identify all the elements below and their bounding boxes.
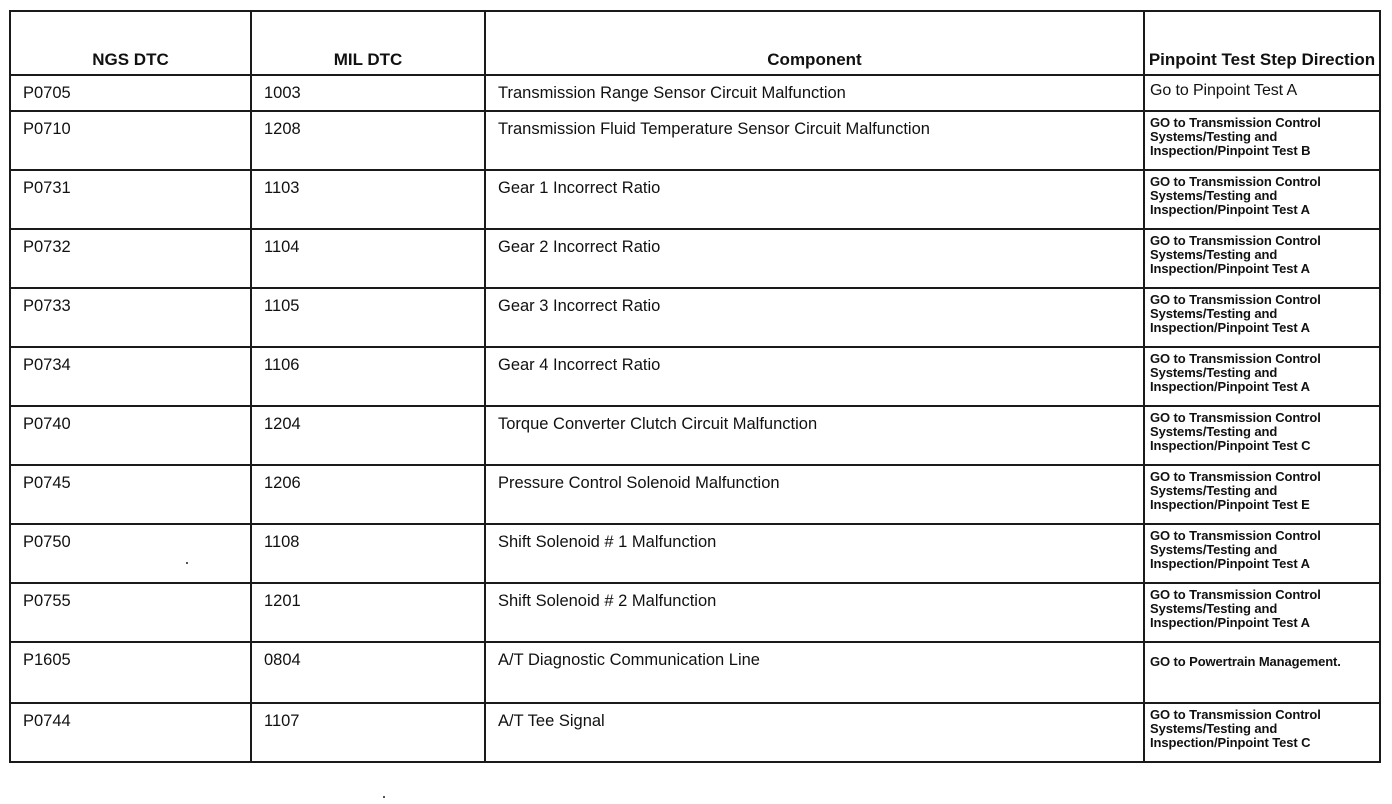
pinpoint-cell: GO to Transmission Control Systems/Testing and Inspection/Pinpoint Test C <box>1144 703 1380 762</box>
table-row <box>10 465 1380 524</box>
mil-dtc-cell: 1106 <box>251 347 485 406</box>
table-row <box>10 642 1380 703</box>
pinpoint-cell: GO to Transmission Control Systems/Testing and Inspection/Pinpoint Test B <box>1144 111 1380 170</box>
ngs-dtc-cell: P0705 <box>10 75 251 111</box>
table-header-row <box>10 11 1380 75</box>
component-cell: Gear 3 Incorrect Ratio <box>485 288 1144 347</box>
pinpoint-cell: GO to Transmission Control Systems/Testing and Inspection/Pinpoint Test A <box>1144 583 1380 642</box>
table-row <box>10 229 1380 288</box>
component-cell: A/T Tee Signal <box>485 703 1144 762</box>
table-row <box>10 703 1380 762</box>
scan-speck <box>383 796 385 798</box>
header-ngs-dtc: NGS DTC <box>10 11 251 75</box>
mil-dtc-cell: 1003 <box>251 75 485 111</box>
table-row <box>10 75 1380 111</box>
component-cell: Transmission Range Sensor Circuit Malfunction <box>485 75 1144 111</box>
ngs-dtc-cell: P0755 <box>10 583 251 642</box>
dtc-table <box>9 10 1381 763</box>
mil-dtc-cell: 1105 <box>251 288 485 347</box>
component-cell: Gear 4 Incorrect Ratio <box>485 347 1144 406</box>
table-row <box>10 524 1380 583</box>
pinpoint-cell: GO to Powertrain Management. <box>1144 642 1380 703</box>
pinpoint-cell: GO to Transmission Control Systems/Testing and Inspection/Pinpoint Test E <box>1144 465 1380 524</box>
pinpoint-cell: GO to Transmission Control Systems/Testing and Inspection/Pinpoint Test A <box>1144 524 1380 583</box>
component-cell: Shift Solenoid # 2 Malfunction <box>485 583 1144 642</box>
table-row <box>10 170 1380 229</box>
mil-dtc-cell: 1204 <box>251 406 485 465</box>
ngs-dtc-cell: P1605 <box>10 642 251 703</box>
pinpoint-cell: Go to Pinpoint Test A <box>1144 75 1380 111</box>
mil-dtc-cell: 1107 <box>251 703 485 762</box>
pinpoint-cell: GO to Transmission Control Systems/Testing and Inspection/Pinpoint Test A <box>1144 347 1380 406</box>
mil-dtc-cell: 1208 <box>251 111 485 170</box>
ngs-dtc-cell: P0733 <box>10 288 251 347</box>
mil-dtc-cell: 1201 <box>251 583 485 642</box>
component-cell: Shift Solenoid # 1 Malfunction <box>485 524 1144 583</box>
mil-dtc-cell: 1206 <box>251 465 485 524</box>
pinpoint-cell: GO to Transmission Control Systems/Testing and Inspection/Pinpoint Test A <box>1144 229 1380 288</box>
table-row <box>10 111 1380 170</box>
ngs-dtc-cell: P0710 <box>10 111 251 170</box>
component-cell: Gear 2 Incorrect Ratio <box>485 229 1144 288</box>
component-cell: Transmission Fluid Temperature Sensor Circuit Malfunction <box>485 111 1144 170</box>
mil-dtc-cell: 0804 <box>251 642 485 703</box>
component-cell: A/T Diagnostic Communication Line <box>485 642 1144 703</box>
mil-dtc-cell: 1108 <box>251 524 485 583</box>
ngs-dtc-cell: P0734 <box>10 347 251 406</box>
table-row <box>10 406 1380 465</box>
mil-dtc-cell: 1103 <box>251 170 485 229</box>
ngs-dtc-cell: P0740 <box>10 406 251 465</box>
component-cell: Pressure Control Solenoid Malfunction <box>485 465 1144 524</box>
header-pinpoint-test-step-direction: Pinpoint Test Step Direction <box>1144 11 1380 75</box>
table-row <box>10 347 1380 406</box>
ngs-dtc-cell: P0750 <box>10 524 251 583</box>
component-cell: Torque Converter Clutch Circuit Malfunction <box>485 406 1144 465</box>
scan-speck <box>186 562 188 564</box>
ngs-dtc-cell: P0732 <box>10 229 251 288</box>
ngs-dtc-cell: P0744 <box>10 703 251 762</box>
component-cell: Gear 1 Incorrect Ratio <box>485 170 1144 229</box>
ngs-dtc-cell: P0731 <box>10 170 251 229</box>
pinpoint-cell: GO to Transmission Control Systems/Testing and Inspection/Pinpoint Test A <box>1144 170 1380 229</box>
mil-dtc-cell: 1104 <box>251 229 485 288</box>
table-row <box>10 288 1380 347</box>
ngs-dtc-cell: P0745 <box>10 465 251 524</box>
header-component: Component <box>485 11 1144 75</box>
table-row <box>10 583 1380 642</box>
pinpoint-cell: GO to Transmission Control Systems/Testing and Inspection/Pinpoint Test C <box>1144 406 1380 465</box>
header-mil-dtc: MIL DTC <box>251 11 485 75</box>
pinpoint-cell: GO to Transmission Control Systems/Testing and Inspection/Pinpoint Test A <box>1144 288 1380 347</box>
